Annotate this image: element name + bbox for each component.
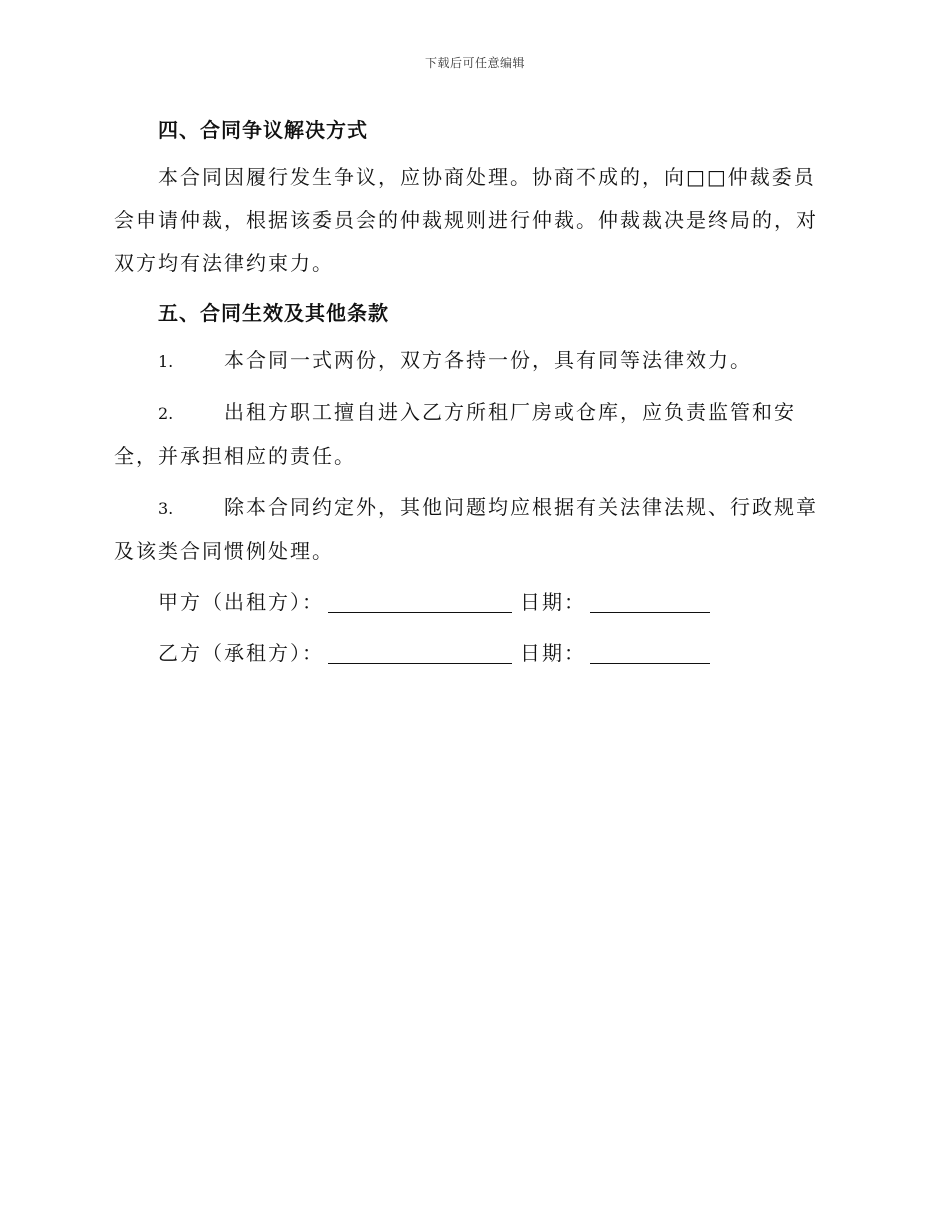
clause-number: 3. xyxy=(158,499,174,518)
document-body xyxy=(114,112,834,675)
party-a-date-blank[interactable] xyxy=(590,592,710,613)
clause-number: 2. xyxy=(158,404,174,423)
section-4-heading: 四、合同争议解决方式 xyxy=(158,118,368,142)
party-a-signature-blank[interactable] xyxy=(328,592,512,613)
party-b-signature-blank[interactable] xyxy=(328,643,512,664)
party-b-date-blank[interactable] xyxy=(590,643,710,664)
section-4-paragraph: 本合同因履行发生争议，应协商处理。协商不成的，向□□仲裁委员会申请仲裁，根据该委员会的仲裁规则进行仲裁。仲裁裁决是终局的，对双方均有法律约束力。 xyxy=(114,165,818,275)
clause-text: 出租方职工擅自进入乙方所租厂房或仓库，应负责监管和安全，并承担相应的责任。 xyxy=(114,400,796,468)
clause-text: 除本合同约定外，其他问题均应根据有关法律法规、行政规章及该类合同惯例处理。 xyxy=(114,495,818,563)
party-a-signature-row xyxy=(114,581,834,624)
party-a-label: 甲方（出租方）： xyxy=(158,590,324,614)
clause-item-1 xyxy=(114,339,834,383)
page-header-note: 下载后可任意编辑 xyxy=(424,56,525,70)
clause-item-3 xyxy=(114,486,834,573)
section-5-heading: 五、合同生效及其他条款 xyxy=(158,301,389,325)
clause-text: 本合同一式两份，双方各持一份，具有同等法律效力。 xyxy=(224,348,752,372)
party-a-date-label: 日期： xyxy=(520,590,586,614)
clause-number: 1. xyxy=(158,352,174,371)
party-b-signature-row xyxy=(114,632,834,675)
party-b-label: 乙方（承租方）： xyxy=(158,641,324,665)
party-b-date-label: 日期： xyxy=(520,641,586,665)
clause-item-2 xyxy=(114,391,834,478)
